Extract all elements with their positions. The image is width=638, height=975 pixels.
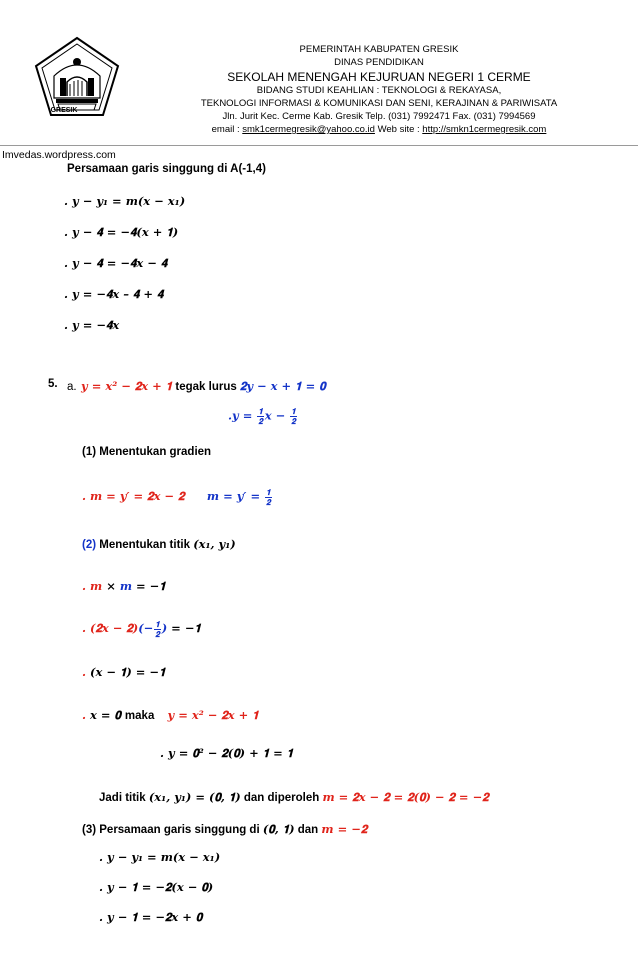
question-number: 5. [48,378,58,390]
header-field-2: TEKNOLOGI INFORMASI & KOMUNIKASI DAN SENI, KERAJINAN & PARIWISATA [200,98,558,109]
header-divider [0,145,638,146]
step3-line-2: . 𝒚 − 𝟏 = −𝟐(𝒙 − 𝟎) [99,880,214,894]
fraction-half-1: $\frac{𝟏}{𝟐}$ [258,406,263,426]
email-link[interactable]: smk1cermegresik@yahoo.co.id [242,124,375,135]
step2-point: (𝒙₁, 𝒚₁) [193,537,236,551]
site-label: Imvedas.wordpress.com [2,149,116,161]
step1-gradients [82,487,273,507]
step2-line-c: . (𝒙 − 𝟏) = −𝟏 [82,665,166,679]
website-link[interactable]: http://smkn1cermegresik.com [422,124,547,135]
step3-title: (3) Persamaan garis singgung di (𝟎, 𝟏) dan 𝒎 = −𝟐 [82,822,368,836]
step2-line-a: . 𝒎 × 𝒎 = −𝟏 [82,579,166,593]
connector-text: tegak lurus [172,381,240,393]
web-prefix: Web site : [374,124,423,135]
step2-text: Menentukan titik [96,539,194,551]
part1-step-1: . 𝒚 − 𝒚₁ = 𝒎(𝒙 − 𝒙₁) [64,194,186,208]
part1-step-2: . 𝒚 − 𝟒 = −𝟒(𝒙 + 𝟏) [64,225,179,239]
step2-line-e: . 𝒚 = 𝟎² − 𝟐(𝟎) + 𝟏 = 𝟏 [160,746,294,760]
fraction-half-4: $\frac{𝟏}{𝟐}$ [155,618,160,639]
part1-step-4: . 𝒚 = −𝟒𝒙 – 𝟒 + 𝟒 [64,287,164,301]
line-rewritten [228,407,298,426]
part-label: a. [67,381,77,393]
line-equation: 𝟐𝒚 − 𝒙 + 𝟏 = 𝟎 [239,379,326,393]
step3-line-1: . 𝒚 − 𝒚₁ = 𝒎(𝒙 − 𝒙₁) [99,850,221,864]
part1-title: Persamaan garis singgung di A(-1,4) [67,163,266,175]
conclusion-line: Jadi titik (𝒙₁, 𝒚₁) = (𝟎, 𝟏) dan diperoleh 𝒎 = 𝟐𝒙 − 𝟐 = 𝟐(𝟎) − 𝟐 = −𝟐 [99,790,489,804]
gradient-line: 𝒎 = 𝒚′ = $\frac{𝟏}{𝟐}$ [206,486,271,507]
header-department: DINAS PENDIDIKAN [334,57,424,68]
fraction-half-3: $\frac{𝟏}{𝟐}$ [266,486,271,507]
question-5a-line [67,377,326,395]
header-address: Jln. Jurit Kec. Cerme Kab. Gresik Telp. (031) 7992471 Fax. (031) 7994569 [222,111,536,122]
header-school-name: SEKOLAH MENENGAH KEJURUAN NEGERI 1 CERME [227,70,531,84]
gradient-curve: . 𝒎 = 𝒚′ = 𝟐𝒙 − 𝟐 [82,489,185,503]
step2-line-d: . 𝒙 = 𝟎 maka 𝒚 = 𝒙² − 𝟐𝒙 + 𝟏 [82,708,259,722]
step2-title [82,535,236,553]
header-field-1: BIDANG STUDI KEAHLIAN : TEKNOLOGI & REKAYASA, [256,85,502,96]
fraction-half-2: $\frac{𝟏}{𝟐}$ [291,406,296,426]
line-rewritten-prefix: .𝒚 = [228,408,257,423]
step2-number: (2) [82,539,97,551]
step3-line-3: . 𝒚 − 𝟏 = −𝟐𝒙 + 𝟎 [99,910,203,924]
line-rewritten-mid: 𝒙 − [264,408,290,423]
part1-step-3: . 𝒚 − 𝟒 = −𝟒𝒙 − 𝟒 [64,256,168,270]
curve-equation: 𝒚 = 𝒙² − 𝟐𝒙 + 𝟏 [81,379,173,393]
step2-line-b: . (𝟐𝒙 − 𝟐)(− $\frac{𝟏}{𝟐}$ ) = −𝟏 [82,618,201,639]
logo-text: GRESIK [50,107,78,114]
step1-title: (1) Menentukan gradien [82,446,212,458]
header-government: PEMERINTAH KABUPATEN GRESIK [299,44,459,55]
email-prefix: email : [211,124,243,135]
header-contact [0,124,638,135]
part1-step-5: . 𝒚 = −𝟒𝒙 [64,318,120,332]
